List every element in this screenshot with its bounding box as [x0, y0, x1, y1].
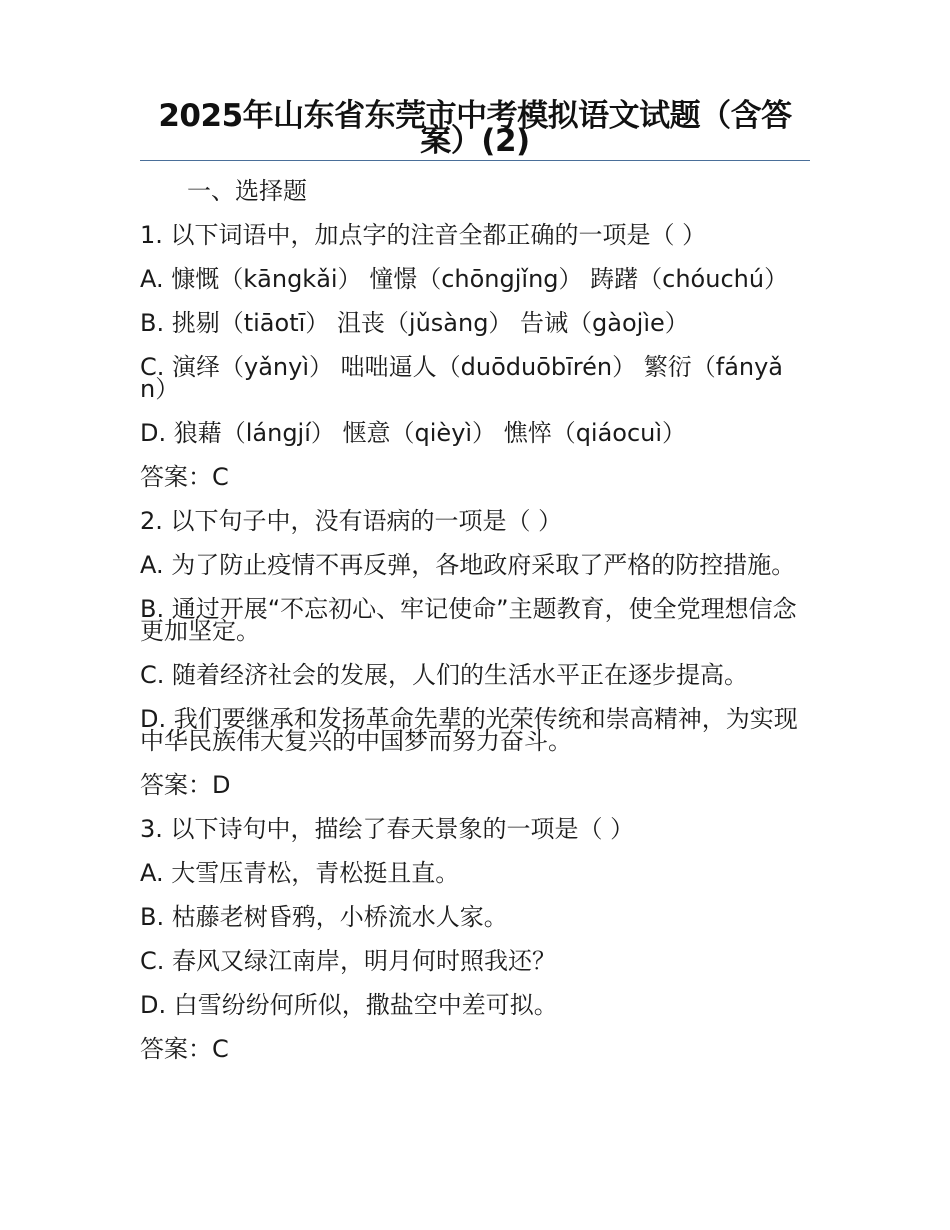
question-2-option-c: C. 随着经济社会的发展，人们的生活水平正在逐步提高。 [140, 661, 749, 689]
title-block [140, 98, 810, 159]
question-2-option-d: D. 我们要继承和发扬革命先辈的光荣传统和崇高精神，为实现中华民族伟大复兴的中国梦而努力奋斗。 [140, 705, 798, 755]
title-underline [140, 160, 810, 161]
document-title: 2025年山东省东莞市中考模拟语文试题（含答案）(2) [158, 98, 792, 159]
question-1-stem: 1. 以下词语中，加点字的注音全都正确的一项是（ ） [140, 221, 707, 249]
section-heading: 一、选择题 [187, 177, 307, 205]
question-1-option-b: B. 挑剔（tiāotī） 沮丧（jǔsàng） 告诫（gàojìe） [140, 309, 689, 337]
question-2-answer: 答案：D [140, 771, 231, 799]
document-body [140, 177, 800, 1082]
question-3-answer: 答案：C [140, 1035, 229, 1063]
question-3-stem: 3. 以下诗句中，描绘了春天景象的一项是（ ） [140, 815, 635, 843]
question-2-option-a: A. 为了防止疫情不再反弹，各地政府采取了严格的防控措施。 [140, 551, 796, 579]
question-3-option-c: C. 春风又绿江南岸，明月何时照我还？ [140, 947, 557, 975]
question-3-option-d: D. 白雪纷纷何所似，撒盐空中差可拟。 [140, 991, 558, 1019]
question-2-option-b: B. 通过开展“不忘初心、牢记使命”主题教育，使全党理想信念更加坚定。 [140, 595, 797, 645]
question-3-option-b: B. 枯藤老树昏鸦，小桥流水人家。 [140, 903, 508, 931]
question-2-stem: 2. 以下句子中，没有语病的一项是（ ） [140, 507, 563, 535]
question-3-option-a: A. 大雪压青松，青松挺且直。 [140, 859, 460, 887]
question-1-option-d: D. 狼藉（lángjí） 惬意（qièyì） 憔悴（qiáocuì） [140, 419, 687, 447]
question-1-option-a: A. 慷慨（kāngkǎi） 憧憬（chōngjǐng） 踌躇（chóuchú） [140, 265, 789, 293]
question-1-option-c: C. 演绎（yǎnyì） 咄咄逼人（duōduōbīrén） 繁衍（fányǎn） [140, 353, 784, 403]
question-1-answer: 答案：C [140, 463, 229, 491]
